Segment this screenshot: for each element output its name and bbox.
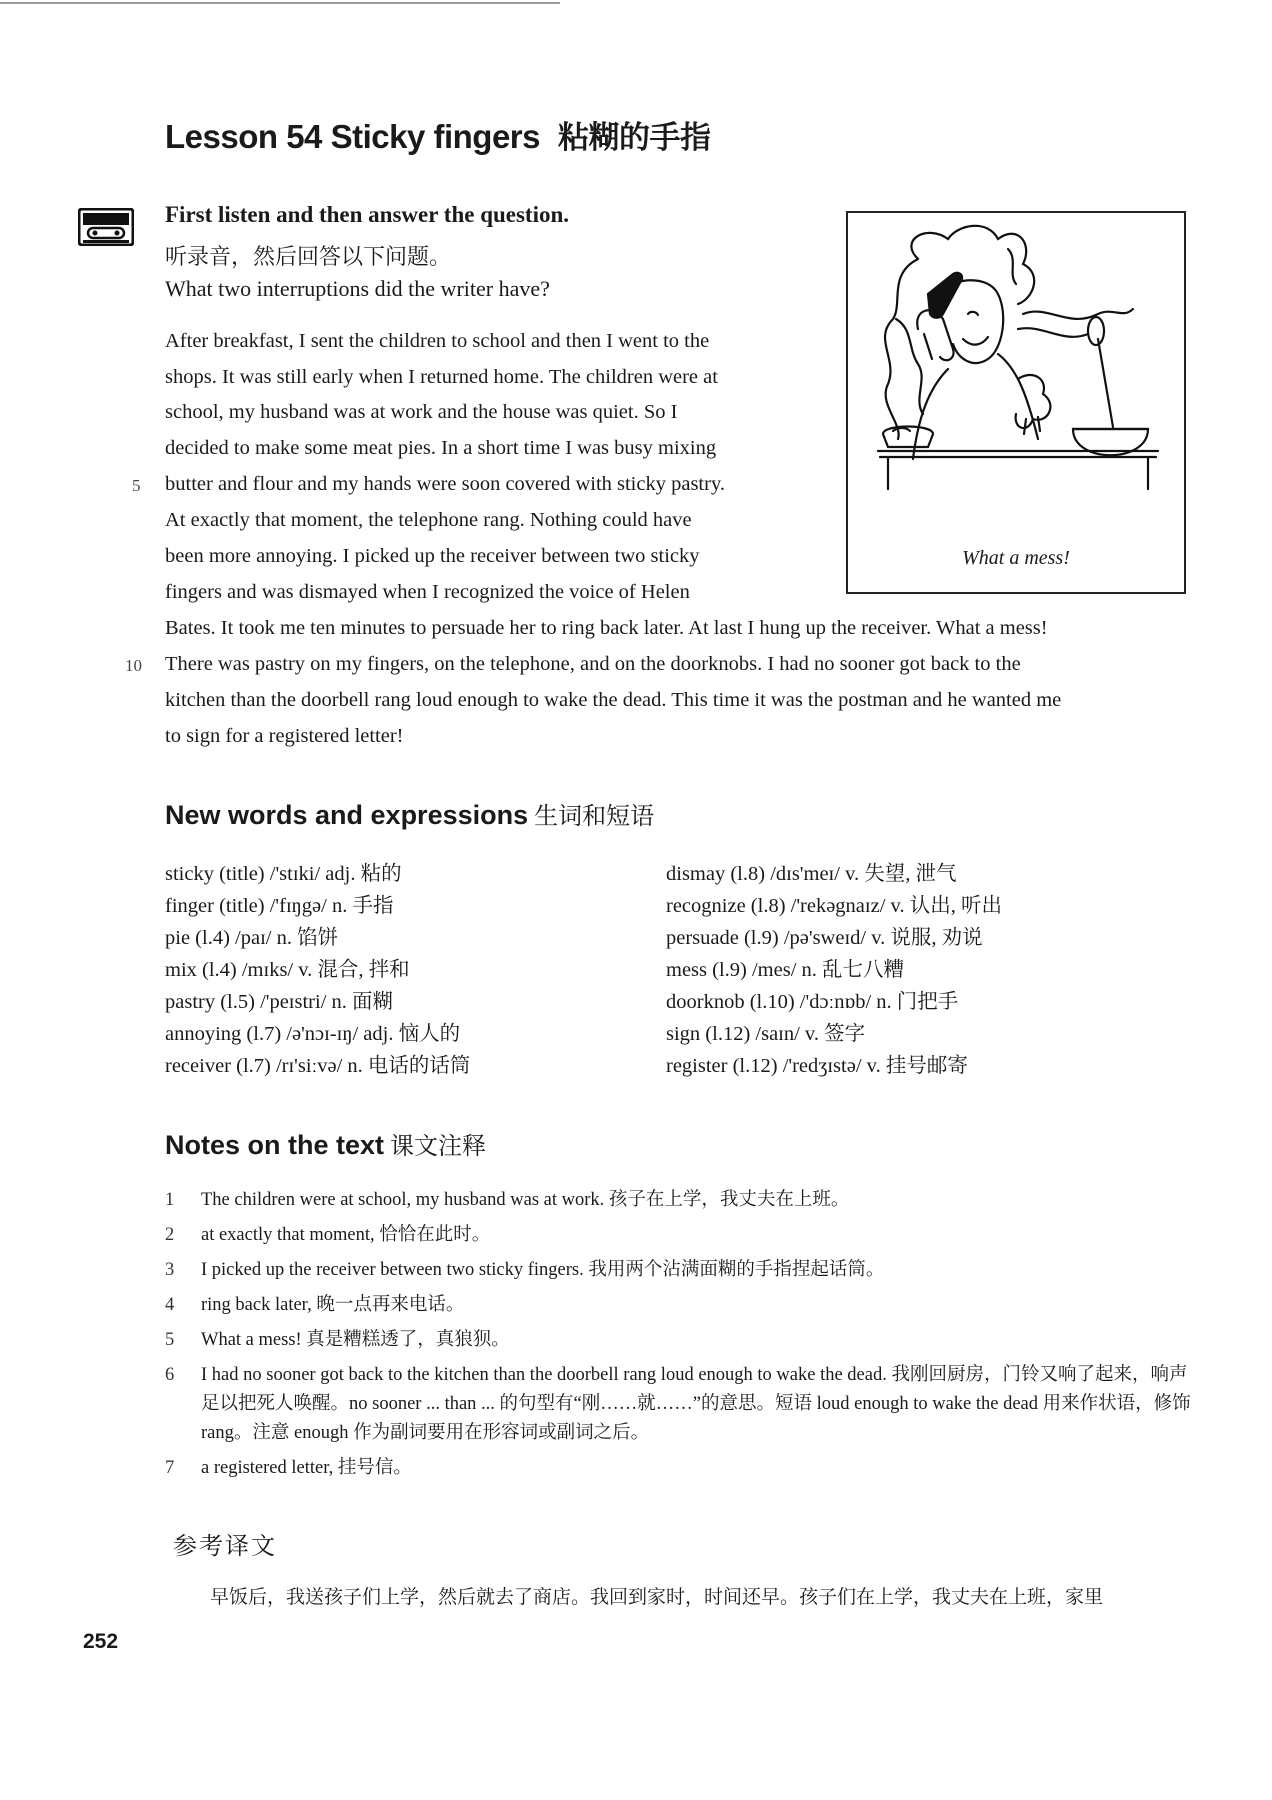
note-number: 2 <box>165 1225 175 1245</box>
vocab-item: recognize (l.8) /'rekəgnaɪz/ v. 认出, 听出 <box>666 895 1002 917</box>
note-text: I picked up the receiver between two sticky fingers. 我用两个沾满面糊的手指捏起话筒。 <box>201 1260 885 1280</box>
passage-line: school, my husband was at work and the house was quiet. So I <box>165 401 678 423</box>
vocabulary-heading <box>165 796 654 831</box>
notes-list <box>165 1186 1195 1489</box>
question-heading-zh: 听录音，然后回答以下问题。 <box>165 245 452 270</box>
vocabulary-heading-zh: 生词和短语 <box>534 802 655 830</box>
note-number: 7 <box>165 1458 175 1478</box>
lesson-title-zh: 粘糊的手指 <box>558 120 711 156</box>
vocab-item: persuade (l.9) /pə'sweɪd/ v. 说服, 劝说 <box>666 927 983 949</box>
page-number: 252 <box>83 1630 119 1653</box>
passage-line: After breakfast, I sent the children to school and then I went to the <box>165 330 710 352</box>
line-number: 5 <box>132 476 141 495</box>
vocab-item: pie (l.4) /paɪ/ n. 馅饼 <box>165 927 339 949</box>
note-item <box>165 1186 1195 1215</box>
passage-line: At exactly that moment, the telephone rang. Nothing could have <box>165 509 692 531</box>
note-text: What a mess! 真是糟糕透了，真狼狈。 <box>201 1330 510 1350</box>
question-heading: First listen and then answer the question. <box>165 202 570 227</box>
notes-heading <box>165 1126 486 1161</box>
passage-line: kitchen than the doorbell rang loud enough to wake the dead. This time it was the postman and he wanted me <box>165 689 1062 711</box>
vocab-item: doorknob (l.10) /'dɔːnɒb/ n. 门把手 <box>666 991 959 1013</box>
note-text: at exactly that moment, 恰恰在此时。 <box>201 1225 491 1245</box>
vocab-item: register (l.12) /'redʒɪstə/ v. 挂号邮寄 <box>666 1055 968 1077</box>
note-number: 5 <box>165 1330 175 1350</box>
notes-heading-en: Notes on the text <box>165 1130 385 1160</box>
lesson-title <box>165 112 711 157</box>
reference-translation-heading: 参考译文 <box>173 1532 277 1560</box>
notes-heading-zh: 课文注释 <box>390 1132 487 1160</box>
passage-line: shops. It was still early when I returned home. The children were at <box>165 366 718 388</box>
question-text: What two interruptions did the writer have? <box>165 276 550 301</box>
passage-line: butter and flour and my hands were soon covered with sticky pastry. <box>165 473 725 495</box>
woman-on-phone-drawing <box>858 219 1176 519</box>
note-item <box>165 1256 1195 1285</box>
note-item <box>165 1361 1195 1448</box>
note-text: a registered letter, 挂号信。 <box>201 1458 412 1478</box>
note-number: 6 <box>165 1365 175 1385</box>
note-item <box>165 1326 1195 1355</box>
vocab-item: dismay (l.8) /dɪs'meɪ/ v. 失望, 泄气 <box>666 863 957 885</box>
vocabulary-left-column <box>165 858 470 1082</box>
cassette-icon <box>78 208 134 246</box>
vocab-item: pastry (l.5) /'peɪstri/ n. 面糊 <box>165 991 394 1013</box>
vocab-item: mix (l.4) /mɪks/ v. 混合, 拌和 <box>165 959 410 981</box>
top-rule <box>0 2 560 4</box>
note-item <box>165 1221 1195 1250</box>
note-number: 1 <box>165 1190 175 1210</box>
vocab-item: finger (title) /'fɪŋgə/ n. 手指 <box>165 895 394 917</box>
figure-caption: What a mess! <box>962 547 1070 569</box>
passage-line: to sign for a registered letter! <box>165 725 404 747</box>
lesson-title-en: Lesson 54 Sticky fingers <box>165 118 540 155</box>
line-number: 10 <box>125 656 142 675</box>
passage-line: fingers and was dismayed when I recognized the voice of Helen <box>165 581 690 603</box>
vocabulary-right-column <box>666 858 1002 1082</box>
passage-line: There was pastry on my fingers, on the telephone, and on the doorknobs. I had no sooner got back to the <box>165 653 1021 675</box>
vocabulary-heading-en: New words and expressions <box>165 800 529 830</box>
note-text: ring back later, 晚一点再来电话。 <box>201 1295 465 1315</box>
passage-line: Bates. It took me ten minutes to persuade her to ring back later. At last I hung up the receiver. What a mess! <box>165 617 1048 639</box>
note-text: I had no sooner got back to the kitchen than the doorbell rang loud enough to wake the dead. 我刚回厨房，门铃又响了起来，响声足以把死人唤醒。no sooner ... than ... 的句型有“刚……就……”的意思。短语 loud enough to wake the dead 用来作状语，修饰 rang。注意 enough 作为副词要用在形容词或副词之后。 <box>201 1365 1191 1443</box>
note-number: 4 <box>165 1295 175 1315</box>
passage-line: decided to make some meat pies. In a short time I was busy mixing <box>165 437 717 459</box>
passage-line: been more annoying. I picked up the receiver between two sticky <box>165 545 700 567</box>
illustration <box>846 211 1186 594</box>
vocab-item: annoying (l.7) /ə'nɔɪ-ɪŋ/ adj. 恼人的 <box>165 1023 461 1045</box>
note-text: The children were at school, my husband was at work. 孩子在上学，我丈夫在上班。 <box>201 1190 850 1210</box>
vocab-item: receiver (l.7) /rɪ'siːvə/ n. 电话的话筒 <box>165 1055 471 1077</box>
note-item <box>165 1291 1195 1320</box>
note-item <box>165 1454 1195 1483</box>
note-number: 3 <box>165 1260 175 1280</box>
reference-translation-text: 早饭后，我送孩子们上学，然后就去了商店。我回到家时，时间还早。孩子们在上学，我丈夫在上班，家里 <box>210 1586 1104 1608</box>
vocab-item: sign (l.12) /saɪn/ v. 签字 <box>666 1023 866 1045</box>
vocab-item: sticky (title) /'stɪki/ adj. 粘的 <box>165 863 402 885</box>
vocab-item: mess (l.9) /mes/ n. 乱七八糟 <box>666 959 905 981</box>
